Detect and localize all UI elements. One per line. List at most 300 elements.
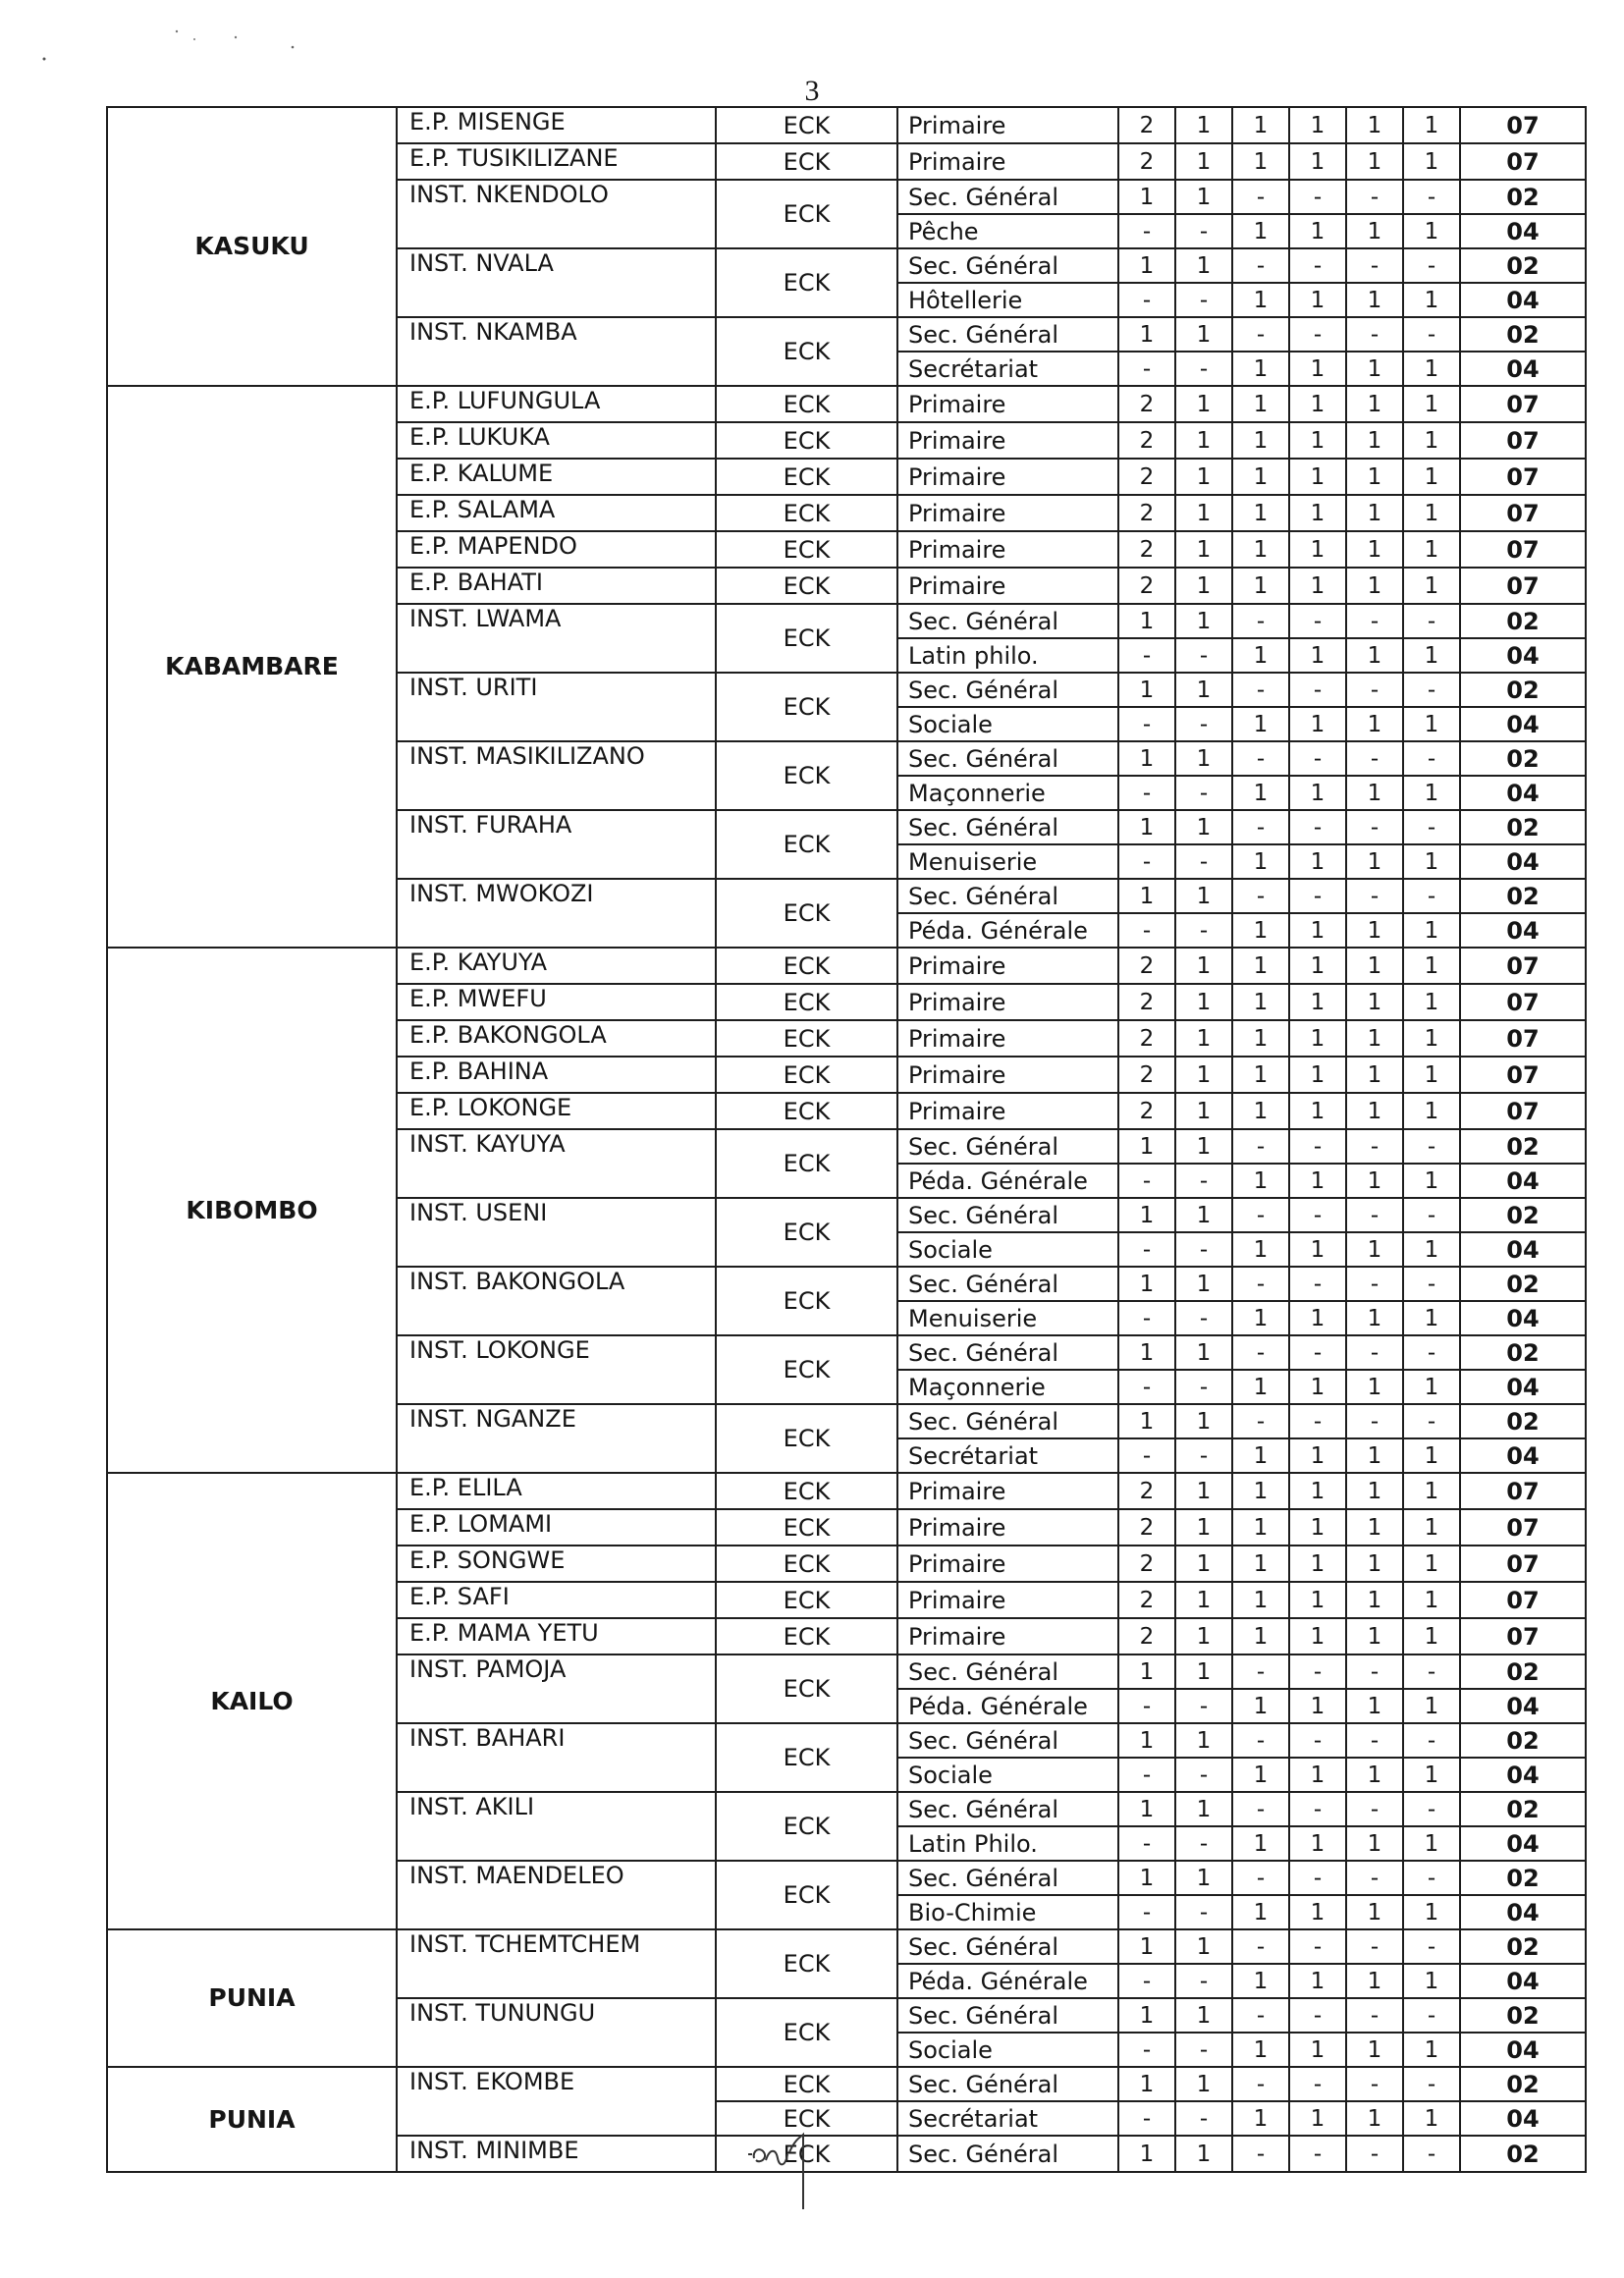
option-cell: Sec. Général	[897, 317, 1118, 352]
class-count-cell: 1	[1289, 1093, 1346, 1129]
total-cell: 04	[1460, 2033, 1586, 2067]
option-cell: Sec. Général	[897, 1861, 1118, 1895]
class-count-cell: 1	[1175, 1792, 1232, 1826]
class-count-cell: -	[1346, 810, 1403, 844]
class-count-cell: 1	[1346, 1895, 1403, 1929]
class-count-cell: -	[1403, 1335, 1460, 1370]
option-cell: Sec. Général	[897, 1723, 1118, 1758]
class-count-cell: -	[1403, 180, 1460, 214]
network-cell: ECK	[716, 1654, 897, 1723]
class-count-cell: -	[1403, 1129, 1460, 1164]
class-count-cell: 1	[1175, 741, 1232, 776]
class-count-cell: -	[1403, 604, 1460, 638]
school-name-cell: E.P. LOKONGE	[397, 1093, 716, 1129]
class-count-cell: 1	[1403, 1826, 1460, 1861]
class-count-cell: 1	[1175, 1057, 1232, 1093]
school-name-cell: E.P. BAKONGOLA	[397, 1020, 716, 1057]
class-count-cell: 1	[1403, 638, 1460, 673]
network-cell: ECK	[716, 1861, 897, 1929]
class-count-cell: 1	[1232, 1964, 1289, 1998]
class-count-cell: 1	[1403, 568, 1460, 604]
table-row	[107, 948, 1586, 984]
class-count-cell: 1	[1346, 1438, 1403, 1473]
total-cell: 04	[1460, 214, 1586, 248]
class-count-cell: 1	[1289, 1370, 1346, 1404]
class-count-cell: 1	[1403, 459, 1460, 495]
network-cell: ECK	[716, 180, 897, 248]
class-count-cell: 1	[1403, 1758, 1460, 1792]
total-cell: 02	[1460, 2136, 1586, 2172]
class-count-cell: -	[1118, 707, 1175, 741]
school-name-cell: INST. AKILI	[397, 1792, 716, 1861]
class-count-cell: -	[1232, 1861, 1289, 1895]
option-cell: Sec. Général	[897, 1335, 1118, 1370]
class-count-cell: 1	[1232, 1689, 1289, 1723]
class-count-cell: 1	[1232, 1618, 1289, 1654]
class-count-cell: 1	[1403, 1164, 1460, 1198]
class-count-cell: 1	[1175, 1546, 1232, 1582]
class-count-cell: -	[1118, 1370, 1175, 1404]
option-cell: Sec. Général	[897, 1267, 1118, 1301]
class-count-cell: -	[1175, 707, 1232, 741]
class-count-cell: -	[1289, 2136, 1346, 2172]
class-count-cell: 1	[1232, 844, 1289, 879]
class-count-cell: -	[1289, 317, 1346, 352]
class-count-cell: 1	[1232, 1093, 1289, 1129]
class-count-cell: 1	[1175, 2136, 1232, 2172]
class-count-cell: 1	[1232, 1473, 1289, 1509]
school-name-cell: E.P. BAHATI	[397, 568, 716, 604]
class-count-cell: 1	[1175, 673, 1232, 707]
network-cell: ECK	[716, 1546, 897, 1582]
class-count-cell: 1	[1118, 1654, 1175, 1689]
class-count-cell: 1	[1403, 1232, 1460, 1267]
option-cell: Sociale	[897, 707, 1118, 741]
class-count-cell: 1	[1346, 459, 1403, 495]
class-count-cell: 1	[1289, 143, 1346, 180]
total-cell: 07	[1460, 107, 1586, 143]
class-count-cell: 1	[1403, 1509, 1460, 1546]
class-count-cell: 2	[1118, 1473, 1175, 1509]
class-count-cell: -	[1289, 180, 1346, 214]
total-cell: 07	[1460, 1618, 1586, 1654]
class-count-cell: 1	[1232, 283, 1289, 317]
class-count-cell: 1	[1289, 1164, 1346, 1198]
class-count-cell: 1	[1403, 495, 1460, 531]
class-count-cell: 1	[1232, 1438, 1289, 1473]
network-cell: ECK	[716, 1723, 897, 1792]
network-cell: ECK	[716, 1267, 897, 1335]
class-count-cell: 1	[1346, 984, 1403, 1020]
option-cell: Sec. Général	[897, 1404, 1118, 1438]
class-count-cell: -	[1232, 1654, 1289, 1689]
class-count-cell: 1	[1118, 2136, 1175, 2172]
total-cell: 02	[1460, 810, 1586, 844]
total-cell: 02	[1460, 2067, 1586, 2101]
class-count-cell: -	[1403, 317, 1460, 352]
class-count-cell: 1	[1346, 386, 1403, 422]
total-cell: 02	[1460, 1929, 1586, 1964]
class-count-cell: 1	[1403, 707, 1460, 741]
class-count-cell: -	[1232, 2136, 1289, 2172]
school-name-cell: INST. USENI	[397, 1198, 716, 1267]
class-count-cell: 1	[1232, 2101, 1289, 2136]
class-count-cell: 1	[1232, 984, 1289, 1020]
class-count-cell: -	[1403, 2067, 1460, 2101]
class-count-cell: 1	[1289, 844, 1346, 879]
class-count-cell: 1	[1289, 107, 1346, 143]
total-cell: 02	[1460, 1723, 1586, 1758]
class-count-cell: 1	[1175, 1509, 1232, 1546]
class-count-cell: 1	[1232, 776, 1289, 810]
class-count-cell: -	[1403, 1792, 1460, 1826]
school-name-cell: E.P. MWEFU	[397, 984, 716, 1020]
class-count-cell: 1	[1118, 673, 1175, 707]
class-count-cell: 1	[1346, 948, 1403, 984]
option-cell: Primaire	[897, 1618, 1118, 1654]
class-count-cell: -	[1289, 879, 1346, 913]
network-cell: ECK	[716, 604, 897, 673]
option-cell: Sec. Général	[897, 2067, 1118, 2101]
class-count-cell: 1	[1403, 2033, 1460, 2067]
class-count-cell: -	[1403, 248, 1460, 283]
class-count-cell: 1	[1346, 1582, 1403, 1618]
class-count-cell: 1	[1346, 1164, 1403, 1198]
class-count-cell: 1	[1118, 248, 1175, 283]
class-count-cell: -	[1175, 913, 1232, 948]
network-cell: ECK	[716, 143, 897, 180]
class-count-cell: 1	[1346, 495, 1403, 531]
total-cell: 07	[1460, 948, 1586, 984]
total-cell: 07	[1460, 495, 1586, 531]
class-count-cell: -	[1346, 2136, 1403, 2172]
class-count-cell: 1	[1346, 1093, 1403, 1129]
class-count-cell: 2	[1118, 459, 1175, 495]
table-row	[107, 1473, 1586, 1509]
network-cell: ECK	[716, 568, 897, 604]
class-count-cell: 1	[1346, 1618, 1403, 1654]
class-count-cell: 1	[1289, 2101, 1346, 2136]
class-count-cell: -	[1289, 1335, 1346, 1370]
option-cell: Sec. Général	[897, 1198, 1118, 1232]
class-count-cell: -	[1346, 1129, 1403, 1164]
class-count-cell: -	[1403, 673, 1460, 707]
class-count-cell: -	[1175, 1438, 1232, 1473]
class-count-cell: 1	[1232, 1164, 1289, 1198]
network-cell: ECK	[716, 1473, 897, 1509]
class-count-cell: 1	[1346, 638, 1403, 673]
class-count-cell: 1	[1175, 180, 1232, 214]
class-count-cell: -	[1232, 317, 1289, 352]
class-count-cell: 1	[1175, 143, 1232, 180]
class-count-cell: 1	[1232, 352, 1289, 386]
total-cell: 02	[1460, 1198, 1586, 1232]
class-count-cell: 1	[1232, 1758, 1289, 1792]
class-count-cell: -	[1346, 2067, 1403, 2101]
class-count-cell: -	[1118, 1438, 1175, 1473]
class-count-cell: -	[1289, 2067, 1346, 2101]
class-count-cell: -	[1232, 180, 1289, 214]
class-count-cell: 1	[1232, 1582, 1289, 1618]
school-name-cell: INST. BAKONGOLA	[397, 1267, 716, 1335]
class-count-cell: -	[1346, 1929, 1403, 1964]
option-cell: Sec. Général	[897, 180, 1118, 214]
class-count-cell: 1	[1175, 1020, 1232, 1057]
class-count-cell: -	[1118, 1895, 1175, 1929]
class-count-cell: 1	[1403, 1689, 1460, 1723]
class-count-cell: 1	[1232, 948, 1289, 984]
total-cell: 02	[1460, 1267, 1586, 1301]
class-count-cell: -	[1346, 1998, 1403, 2033]
class-count-cell: 1	[1175, 1473, 1232, 1509]
class-count-cell: 1	[1175, 1929, 1232, 1964]
option-cell: Péda. Générale	[897, 1689, 1118, 1723]
total-cell: 04	[1460, 1758, 1586, 1792]
class-count-cell: 1	[1346, 422, 1403, 459]
class-count-cell: 1	[1118, 1335, 1175, 1370]
option-cell: Primaire	[897, 143, 1118, 180]
class-count-cell: 1	[1289, 459, 1346, 495]
total-cell: 04	[1460, 2101, 1586, 2136]
option-cell: Péda. Générale	[897, 1964, 1118, 1998]
signature-mark	[746, 2129, 825, 2217]
school-name-cell: INST. NKENDOLO	[397, 180, 716, 248]
territory-cell: KABAMBARE	[107, 386, 397, 948]
option-cell: Sec. Général	[897, 1998, 1118, 2033]
network-cell: ECK	[716, 1057, 897, 1093]
class-count-cell: 1	[1403, 107, 1460, 143]
class-count-cell: 1	[1232, 386, 1289, 422]
class-count-cell: -	[1175, 844, 1232, 879]
class-count-cell: 1	[1289, 1758, 1346, 1792]
class-count-cell: -	[1403, 2136, 1460, 2172]
class-count-cell: 1	[1346, 568, 1403, 604]
class-count-cell: 1	[1346, 143, 1403, 180]
class-count-cell: -	[1118, 1301, 1175, 1335]
class-count-cell: -	[1289, 1404, 1346, 1438]
total-cell: 02	[1460, 741, 1586, 776]
class-count-cell: -	[1175, 1758, 1232, 1792]
option-cell: Hôtellerie	[897, 283, 1118, 317]
class-count-cell: -	[1118, 283, 1175, 317]
class-count-cell: -	[1118, 1964, 1175, 1998]
class-count-cell: -	[1175, 2033, 1232, 2067]
class-count-cell: 1	[1232, 531, 1289, 568]
class-count-cell: 1	[1403, 844, 1460, 879]
class-count-cell: -	[1175, 1689, 1232, 1723]
total-cell: 07	[1460, 568, 1586, 604]
class-count-cell: 2	[1118, 1093, 1175, 1129]
class-count-cell: -	[1289, 1861, 1346, 1895]
class-count-cell: 1	[1289, 1509, 1346, 1546]
class-count-cell: 2	[1118, 386, 1175, 422]
network-cell: ECK	[716, 107, 897, 143]
class-count-cell: 1	[1175, 459, 1232, 495]
school-name-cell: E.P. ELILA	[397, 1473, 716, 1509]
class-count-cell: -	[1346, 879, 1403, 913]
total-cell: 02	[1460, 1861, 1586, 1895]
school-name-cell: INST. PAMOJA	[397, 1654, 716, 1723]
option-cell: Primaire	[897, 1057, 1118, 1093]
class-count-cell: 1	[1118, 317, 1175, 352]
class-count-cell: -	[1175, 1895, 1232, 1929]
class-count-cell: -	[1175, 638, 1232, 673]
class-count-cell: 1	[1289, 283, 1346, 317]
class-count-cell: 1	[1403, 1438, 1460, 1473]
option-cell: Menuiserie	[897, 1301, 1118, 1335]
option-cell: Primaire	[897, 459, 1118, 495]
option-cell: Primaire	[897, 1546, 1118, 1582]
school-name-cell: E.P. MISENGE	[397, 107, 716, 143]
class-count-cell: 1	[1403, 1057, 1460, 1093]
class-count-cell: -	[1403, 1998, 1460, 2033]
class-count-cell: 1	[1289, 422, 1346, 459]
total-cell: 04	[1460, 1370, 1586, 1404]
class-count-cell: 2	[1118, 948, 1175, 984]
total-cell: 07	[1460, 143, 1586, 180]
class-count-cell: 1	[1289, 2033, 1346, 2067]
class-count-cell: 1	[1289, 1689, 1346, 1723]
school-name-cell: INST. MAENDELEO	[397, 1861, 716, 1929]
class-count-cell: -	[1175, 1232, 1232, 1267]
school-name-cell: INST. TUNUNGU	[397, 1998, 716, 2067]
total-cell: 02	[1460, 879, 1586, 913]
class-count-cell: 1	[1289, 1618, 1346, 1654]
territory-cell: PUNIA	[107, 1929, 397, 2067]
class-count-cell: -	[1175, 1370, 1232, 1404]
class-count-cell: 1	[1232, 1370, 1289, 1404]
territory-cell: KAILO	[107, 1473, 397, 1929]
total-cell: 02	[1460, 1998, 1586, 2033]
class-count-cell: 1	[1232, 1057, 1289, 1093]
school-name-cell: E.P. MAMA YETU	[397, 1618, 716, 1654]
class-count-cell: 1	[1403, 984, 1460, 1020]
network-cell: ECK	[716, 810, 897, 879]
class-count-cell: -	[1232, 604, 1289, 638]
total-cell: 02	[1460, 1129, 1586, 1164]
total-cell: 02	[1460, 1654, 1586, 1689]
option-cell: Primaire	[897, 568, 1118, 604]
class-count-cell: -	[1403, 810, 1460, 844]
class-count-cell: 1	[1403, 143, 1460, 180]
class-count-cell: -	[1289, 1929, 1346, 1964]
total-cell: 04	[1460, 1826, 1586, 1861]
option-cell: Primaire	[897, 531, 1118, 568]
class-count-cell: 1	[1289, 1895, 1346, 1929]
table-row	[107, 1929, 1586, 1964]
school-name-cell: E.P. BAHINA	[397, 1057, 716, 1093]
class-count-cell: 1	[1118, 879, 1175, 913]
class-count-cell: 1	[1403, 352, 1460, 386]
class-count-cell: 1	[1175, 531, 1232, 568]
scan-specks	[39, 29, 334, 69]
class-count-cell: 1	[1289, 776, 1346, 810]
class-count-cell: 1	[1175, 1335, 1232, 1370]
total-cell: 07	[1460, 1093, 1586, 1129]
network-cell: ECK	[716, 1582, 897, 1618]
class-count-cell: 1	[1175, 107, 1232, 143]
class-count-cell: -	[1118, 1826, 1175, 1861]
option-cell: Sec. Général	[897, 2136, 1118, 2172]
option-cell: Sec. Général	[897, 248, 1118, 283]
class-count-cell: 1	[1289, 214, 1346, 248]
territory-cell: KIBOMBO	[107, 948, 397, 1473]
total-cell: 07	[1460, 1546, 1586, 1582]
network-cell: ECK	[716, 2136, 897, 2172]
class-count-cell: -	[1118, 1164, 1175, 1198]
total-cell: 04	[1460, 1301, 1586, 1335]
class-count-cell: -	[1289, 1129, 1346, 1164]
class-count-cell: 1	[1232, 913, 1289, 948]
class-count-cell: 1	[1289, 1473, 1346, 1509]
class-count-cell: 1	[1346, 2101, 1403, 2136]
class-count-cell: -	[1232, 741, 1289, 776]
school-name-cell: INST. NVALA	[397, 248, 716, 317]
class-count-cell: 1	[1289, 1582, 1346, 1618]
class-count-cell: 1	[1175, 317, 1232, 352]
class-count-cell: -	[1289, 673, 1346, 707]
school-name-cell: E.P. SALAMA	[397, 495, 716, 531]
table-row	[107, 386, 1586, 422]
class-count-cell: 1	[1118, 1198, 1175, 1232]
class-count-cell: 1	[1175, 1129, 1232, 1164]
class-count-cell: 1	[1175, 422, 1232, 459]
class-count-cell: -	[1232, 1129, 1289, 1164]
network-cell: ECK	[716, 1618, 897, 1654]
class-count-cell: -	[1232, 248, 1289, 283]
option-cell: Sec. Général	[897, 604, 1118, 638]
class-count-cell: 1	[1289, 1546, 1346, 1582]
class-count-cell: 1	[1232, 422, 1289, 459]
network-cell: ECK	[716, 248, 897, 317]
table-row	[107, 2067, 1586, 2101]
class-count-cell: 1	[1175, 1861, 1232, 1895]
school-name-cell: INST. LWAMA	[397, 604, 716, 673]
class-count-cell: 1	[1403, 913, 1460, 948]
class-count-cell: -	[1118, 214, 1175, 248]
class-count-cell: 1	[1403, 776, 1460, 810]
class-count-cell: 1	[1175, 386, 1232, 422]
school-name-cell: INST. EKOMBE	[397, 2067, 716, 2136]
class-count-cell: 1	[1403, 1582, 1460, 1618]
network-cell: ECK	[716, 422, 897, 459]
class-count-cell: -	[1346, 741, 1403, 776]
class-count-cell: 1	[1175, 1998, 1232, 2033]
class-count-cell: 1	[1346, 1546, 1403, 1582]
school-table	[106, 106, 1587, 2173]
class-count-cell: 1	[1403, 1964, 1460, 1998]
class-count-cell: 1	[1289, 352, 1346, 386]
class-count-cell: 1	[1289, 1964, 1346, 1998]
school-name-cell: INST. MWOKOZI	[397, 879, 716, 948]
class-count-cell: -	[1118, 638, 1175, 673]
school-name-cell: E.P. SONGWE	[397, 1546, 716, 1582]
school-name-cell: INST. NKAMBA	[397, 317, 716, 386]
class-count-cell: 2	[1118, 1509, 1175, 1546]
class-count-cell: 1	[1232, 459, 1289, 495]
option-cell: Primaire	[897, 1509, 1118, 1546]
class-count-cell: 1	[1118, 604, 1175, 638]
option-cell: Primaire	[897, 1020, 1118, 1057]
network-cell: ECK	[716, 2067, 897, 2101]
class-count-cell: 1	[1118, 1129, 1175, 1164]
school-name-cell: INST. BAHARI	[397, 1723, 716, 1792]
school-name-cell: E.P. LOMAMI	[397, 1509, 716, 1546]
option-cell: Latin Philo.	[897, 1826, 1118, 1861]
option-cell: Sec. Général	[897, 673, 1118, 707]
school-name-cell: INST. MINIMBE	[397, 2136, 716, 2172]
class-count-cell: 1	[1289, 948, 1346, 984]
